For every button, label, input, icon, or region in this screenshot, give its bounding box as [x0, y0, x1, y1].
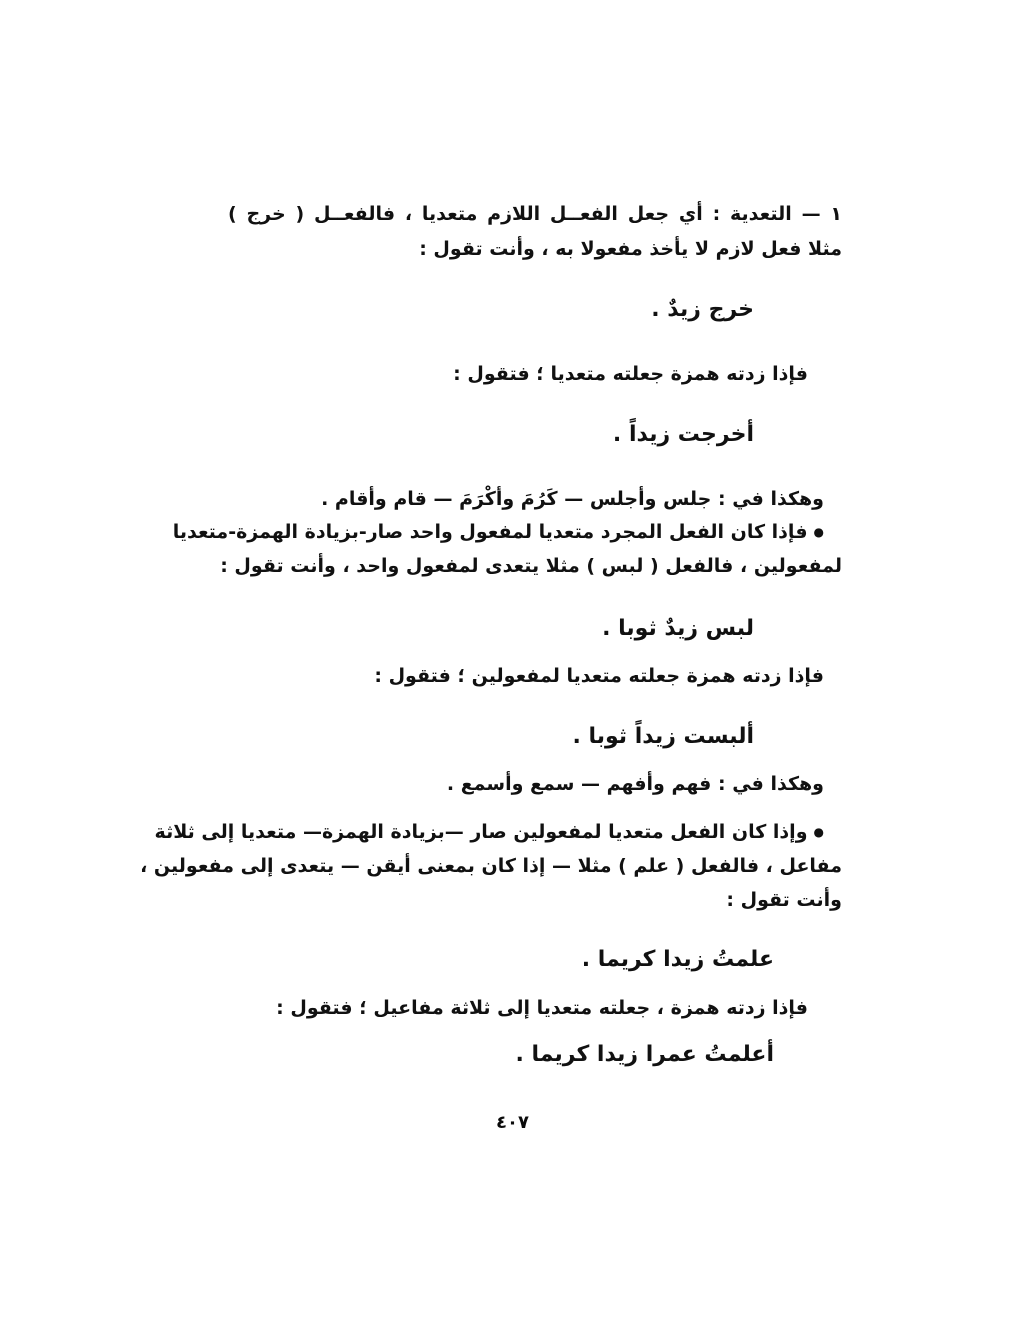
paragraph-line: فإذا زدته همزة جعلته متعديا ؛ فتقول : — [453, 363, 808, 385]
paragraph-line: وأنت تقول : — [726, 889, 842, 911]
paragraph-line: فإذا زدته همزة ، جعلته متعديا إلى ثلاثة مفاعيل ؛ فتقول : — [276, 997, 808, 1019]
paragraph-line: وهكذا في : فهم وأفهم — سمع وأسمع . — [446, 773, 824, 795]
bullet-paragraph-line: ● وإذا كان الفعل متعديا لمفعولين صار —بزيادة الهمزة— متعديا إلى ثلاثة — [226, 818, 824, 846]
page-number: ٤٠٧ — [496, 1112, 529, 1133]
example-sentence: لبس زيدٌ ثوبا . — [602, 616, 754, 641]
paragraph-line: فإذا زدته همزة جعلته متعديا لمفعولين ؛ فتقول : — [374, 665, 824, 687]
paragraph-line: لمفعولين ، فالفعل ( لبس ) مثلا يتعدى لمفعول واحد ، وأنت تقول : — [220, 555, 842, 577]
paragraph-line: ١ — التعدية : أي جعل الفعــل اللازم متعديا ، فالفعــل ( خرج ) — [228, 203, 842, 225]
example-sentence: ألبست زيداً ثوبا . — [572, 724, 754, 749]
example-sentence: خرج زيدٌ . — [651, 297, 754, 322]
example-sentence: علمتُ زيدا كريما . — [581, 947, 774, 972]
paragraph-line: وهكذا في : جلس وأجلس — كَرُمَ وأكْرَمَ — قام وأقام . — [321, 488, 824, 510]
example-sentence: أعلمتُ عمرا زيدا كريما . — [515, 1042, 774, 1067]
paragraph-line: مفاعل ، فالفعل ( علم ) مثلا — إذا كان بمعنى أيقن — يتعدى إلى مفعولين ، — [140, 855, 842, 877]
example-sentence: أخرجت زيداً . — [612, 422, 754, 447]
bullet-paragraph-line: ● فإذا كان الفعل المجرد متعديا لمفعول واحد صار-بزيادة الهمزة-متعديا — [226, 518, 824, 546]
paragraph-line: مثلا فعل لازم لا يأخذ مفعولا به ، وأنت تقول : — [419, 238, 842, 260]
